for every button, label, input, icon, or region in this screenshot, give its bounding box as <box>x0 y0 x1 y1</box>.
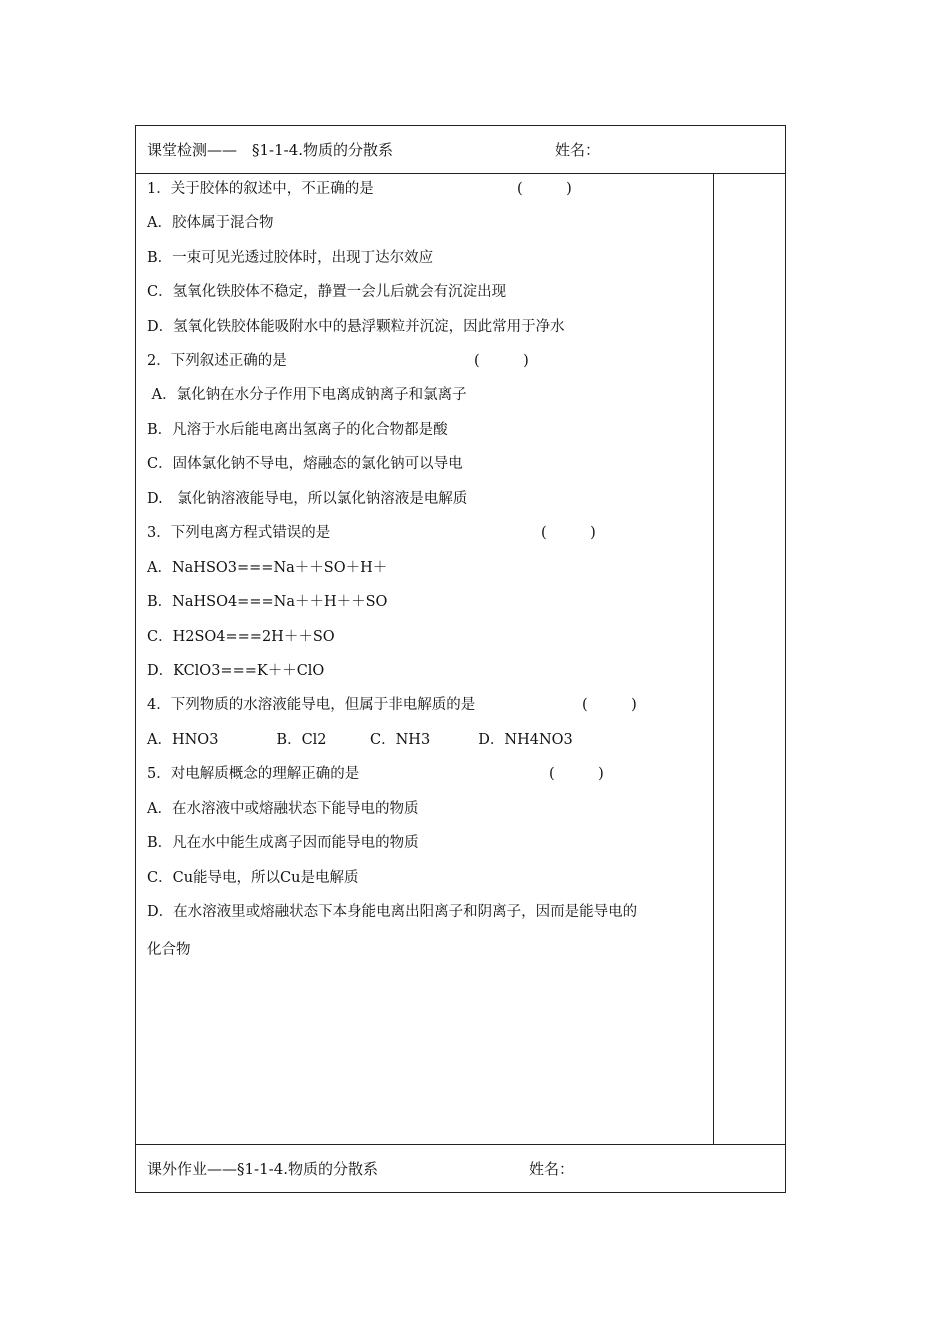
footer-row <box>136 1144 785 1192</box>
q2-option-d: D. 氯化钠溶液能导电，所以氯化钠溶液是电解质 <box>147 491 468 507</box>
q3-stem: 3．下列电离方程式错误的是 <box>147 525 331 541</box>
header-row <box>136 126 785 174</box>
q4-stem: 4．下列物质的水溶液能导电，但属于非电解质的是 <box>147 697 476 713</box>
q5-option-b: B．凡在水中能生成离子因而能导电的物质 <box>147 835 419 851</box>
q3-option-a: A．NaHSO3===Na＋＋SO＋H＋ <box>147 560 388 576</box>
header-name-label: 姓名： <box>555 141 601 159</box>
q5-option-d-continued: 化合物 <box>147 942 191 958</box>
q1-option-a: A．胶体属于混合物 <box>147 215 274 231</box>
q3-option-b: B．NaHSO4===Na＋＋H＋＋SO <box>147 594 388 610</box>
q5-stem: 5．对电解质概念的理解正确的是 <box>147 766 360 782</box>
q3-answer-paren: ( ) <box>541 525 596 541</box>
q2-stem: 2．下列叙述正确的是 <box>147 353 287 369</box>
q5-answer-paren: ( ) <box>549 766 604 782</box>
q2-option-a: A．氯化钠在水分子作用下电离成钠离子和氯离子 <box>147 387 467 403</box>
q1-stem: 1．关于胶体的叙述中，不正确的是 <box>147 181 374 197</box>
worksheet-table <box>135 125 786 1193</box>
q1-answer-paren: ( ) <box>517 181 572 197</box>
q5-option-a: A．在水溶液中或熔融状态下能导电的物质 <box>147 801 419 817</box>
footer-title: 课外作业——§1-1-4.物质的分散系 <box>147 1160 379 1178</box>
footer-name-label: 姓名： <box>529 1160 575 1178</box>
q2-answer-paren: ( ) <box>474 353 529 369</box>
q1-option-c: C．氢氧化铁胶体不稳定，静置一会儿后就会有沉淀出现 <box>147 284 507 300</box>
q5-option-c: C．Cu能导电，所以Cu是电解质 <box>147 870 359 886</box>
q4-answer-paren: ( ) <box>582 697 637 713</box>
q3-option-c: C．H2SO4===2H＋＋SO <box>147 629 335 645</box>
q1-option-d: D．氢氧化铁胶体能吸附水中的悬浮颗粒并沉淀，因此常用于净水 <box>147 319 565 335</box>
q4-options: A．HNO3 B．Cl2 C．NH3 D．NH4NO3 <box>147 732 573 748</box>
q2-option-b: B．凡溶于水后能电离出氢离子的化合物都是酸 <box>147 422 448 438</box>
q5-option-d: D．在水溶液里或熔融状态下本身能电离出阳离子和阴离子，因而是能导电的 <box>147 904 638 920</box>
q3-option-d: D．KClO3===K＋＋ClO <box>147 663 325 679</box>
q2-option-c: C．固体氯化钠不导电，熔融态的氯化钠可以导电 <box>147 456 463 472</box>
header-title: 课堂检测—— §1-1-4.物质的分散系 <box>147 141 394 159</box>
question-area <box>136 174 714 1144</box>
q1-option-b: B．一束可见光透过胶体时，出现丁达尔效应 <box>147 250 434 266</box>
